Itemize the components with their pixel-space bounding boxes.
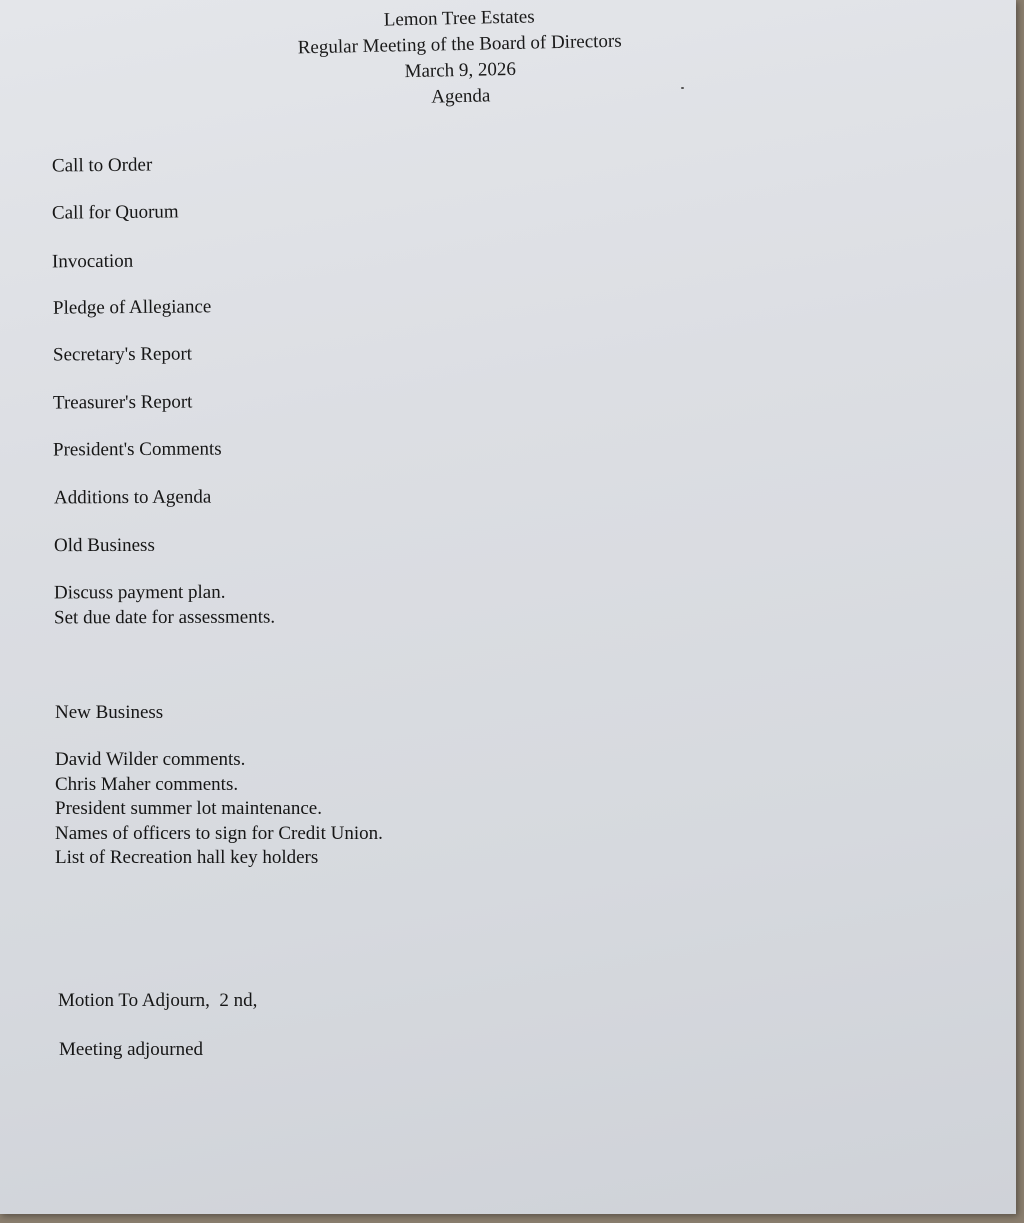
old-business-list xyxy=(54,581,275,631)
agenda-item-additions: Additions to Agenda xyxy=(53,486,212,509)
list-item: Discuss payment plan. xyxy=(53,581,226,604)
paper-speck xyxy=(681,87,684,89)
agenda-item-call-for-quorum: Call for Quorum xyxy=(51,201,179,224)
agenda-item-treasurer-report: Treasurer's Report xyxy=(52,391,193,414)
list-item: List of Recreation hall key holders xyxy=(55,847,319,868)
meeting-title: Regular Meeting of the Board of Directors xyxy=(297,30,622,59)
document-type: Agenda xyxy=(431,85,491,108)
agenda-item-call-to-order: Call to Order xyxy=(51,154,153,177)
meeting-adjourned: Meeting adjourned xyxy=(59,1039,204,1060)
agenda-item-pledge: Pledge of Allegiance xyxy=(52,296,212,319)
list-item: Names of officers to sign for Credit Union. xyxy=(55,822,383,844)
list-item: President summer lot maintenance. xyxy=(55,798,322,819)
agenda-item-invocation: Invocation xyxy=(51,250,134,273)
motion-to-adjourn: Motion To Adjourn, 2 nd, xyxy=(58,990,258,1011)
agenda-item-old-business: Old Business xyxy=(53,534,155,557)
list-item: Set due date for assessments. xyxy=(54,606,276,628)
document-header xyxy=(249,2,671,115)
agenda-item-president-comments: President's Comments xyxy=(52,438,222,461)
org-name: Lemon Tree Estates xyxy=(383,6,535,31)
agenda-item-secretary-report: Secretary's Report xyxy=(52,343,193,366)
list-item: Chris Maher comments. xyxy=(55,773,239,795)
list-item: David Wilder comments. xyxy=(55,749,246,770)
new-business-list xyxy=(55,748,383,871)
new-business-heading: New Business xyxy=(55,702,164,723)
meeting-date: March 9, 2026 xyxy=(404,58,517,83)
